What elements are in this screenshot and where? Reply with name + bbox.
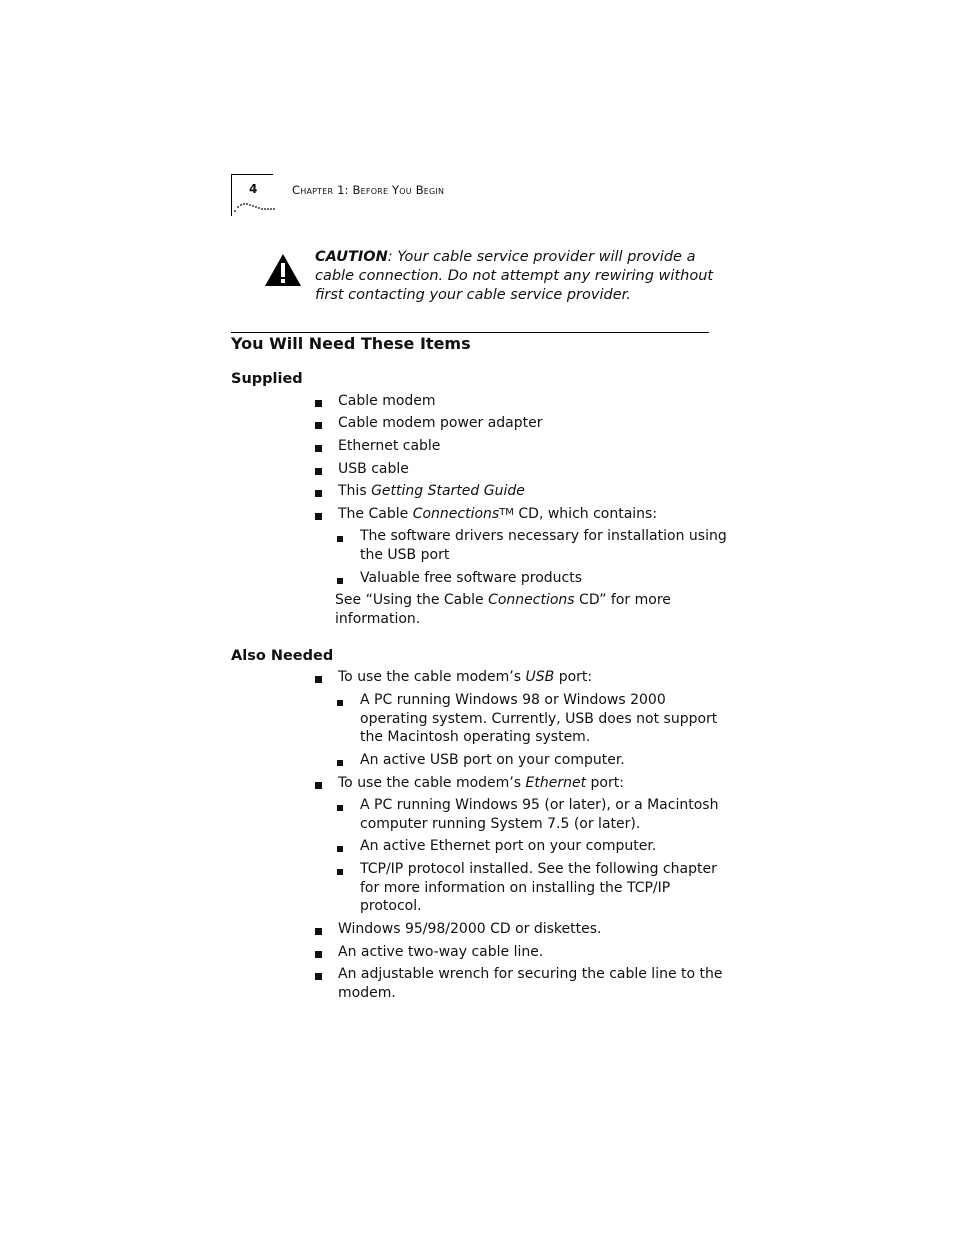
item-emphasis: Connections — [412, 506, 500, 522]
sub-list-item-cont: operating system. Currently, USB does not support — [360, 711, 718, 727]
list-item — [338, 506, 657, 522]
caution-note — [315, 248, 715, 305]
list-bullet — [315, 951, 322, 958]
supplied-heading: Supplied — [231, 371, 303, 387]
caution-label: CAUTION — [315, 249, 388, 265]
list-bullet — [315, 513, 322, 520]
list-item: Cable modem power adapter — [338, 415, 543, 431]
sub-list-bullet — [337, 578, 343, 584]
dotted-rule-decoration — [233, 200, 277, 214]
list-item — [338, 775, 624, 791]
list-item — [338, 669, 592, 685]
sub-list-item-cont: computer running System 7.5 (or later). — [360, 816, 641, 832]
sub-list-item: An active Ethernet port on your computer. — [360, 838, 657, 854]
also-needed-heading: Also Needed — [231, 648, 334, 664]
sub-list-bullet — [337, 846, 343, 852]
running-head: Chapter 1: Before You Begin — [292, 183, 445, 197]
sub-list-bullet — [337, 805, 343, 811]
sub-list-item-cont: for more information on installing the TCP/IP — [360, 880, 671, 896]
section-title: You Will Need These Items — [231, 334, 471, 353]
list-bullet — [315, 973, 322, 980]
sub-list-item-cont: the USB port — [360, 547, 450, 563]
see-also-note — [335, 592, 671, 608]
list-bullet — [315, 422, 322, 429]
list-item: Ethernet cable — [338, 438, 441, 454]
caution-body: : Your cable service provider will provide a cable connection. Do not attempt any rewiring without first contacting your cable service provider. — [315, 249, 714, 303]
item-text: port: — [554, 669, 593, 685]
item-text: This — [338, 483, 372, 499]
item-text: To use the cable modem’s — [338, 775, 526, 791]
list-item: An adjustable wrench for securing the cable line to the — [338, 966, 723, 982]
sub-list-item-cont: protocol. — [360, 898, 422, 914]
list-bullet — [315, 445, 322, 452]
item-emphasis: Getting Started Guide — [371, 483, 525, 499]
sub-list-bullet — [337, 869, 343, 875]
sub-list-bullet — [337, 700, 343, 706]
item-text: The Cable — [338, 506, 413, 522]
item-text: port: — [586, 775, 624, 791]
list-item — [338, 483, 525, 499]
list-bullet — [315, 782, 322, 789]
note-text: See “Using the Cable — [335, 592, 489, 608]
sub-list-item: TCP/IP protocol installed. See the following chapter — [360, 861, 717, 877]
sub-list-item: Valuable free software products — [360, 570, 583, 586]
sub-list-item: An active USB port on your computer. — [360, 752, 625, 768]
list-bullet — [315, 490, 322, 497]
item-text: To use the cable modem’s — [338, 669, 526, 685]
see-also-note-cont: information. — [335, 611, 421, 627]
list-bullet — [315, 468, 322, 475]
list-item-cont: modem. — [338, 985, 396, 1001]
warning-triangle-icon — [264, 253, 302, 287]
sub-list-bullet — [337, 536, 343, 542]
sub-list-item-cont: the Macintosh operating system. — [360, 729, 591, 745]
trademark-mark: TM — [499, 507, 514, 518]
list-bullet — [315, 676, 322, 683]
list-item: Windows 95/98/2000 CD or diskettes. — [338, 921, 602, 937]
list-item: Cable modem — [338, 393, 436, 409]
note-text: CD” for more — [574, 592, 671, 608]
item-text: CD, which contains: — [513, 506, 658, 522]
page-number: 4 — [249, 182, 258, 196]
item-emphasis: Ethernet — [525, 775, 587, 791]
note-emphasis: Connections — [488, 592, 575, 608]
item-emphasis: USB — [525, 669, 555, 685]
sub-list-item: A PC running Windows 95 (or later), or a Macintosh — [360, 797, 719, 813]
sub-list-item: The software drivers necessary for installation using — [360, 528, 727, 544]
list-bullet — [315, 928, 322, 935]
sub-list-item: A PC running Windows 98 or Windows 2000 — [360, 692, 666, 708]
section-rule — [231, 332, 709, 333]
sub-list-bullet — [337, 760, 343, 766]
list-bullet — [315, 400, 322, 407]
list-item: USB cable — [338, 461, 409, 477]
list-item: An active two-way cable line. — [338, 944, 544, 960]
